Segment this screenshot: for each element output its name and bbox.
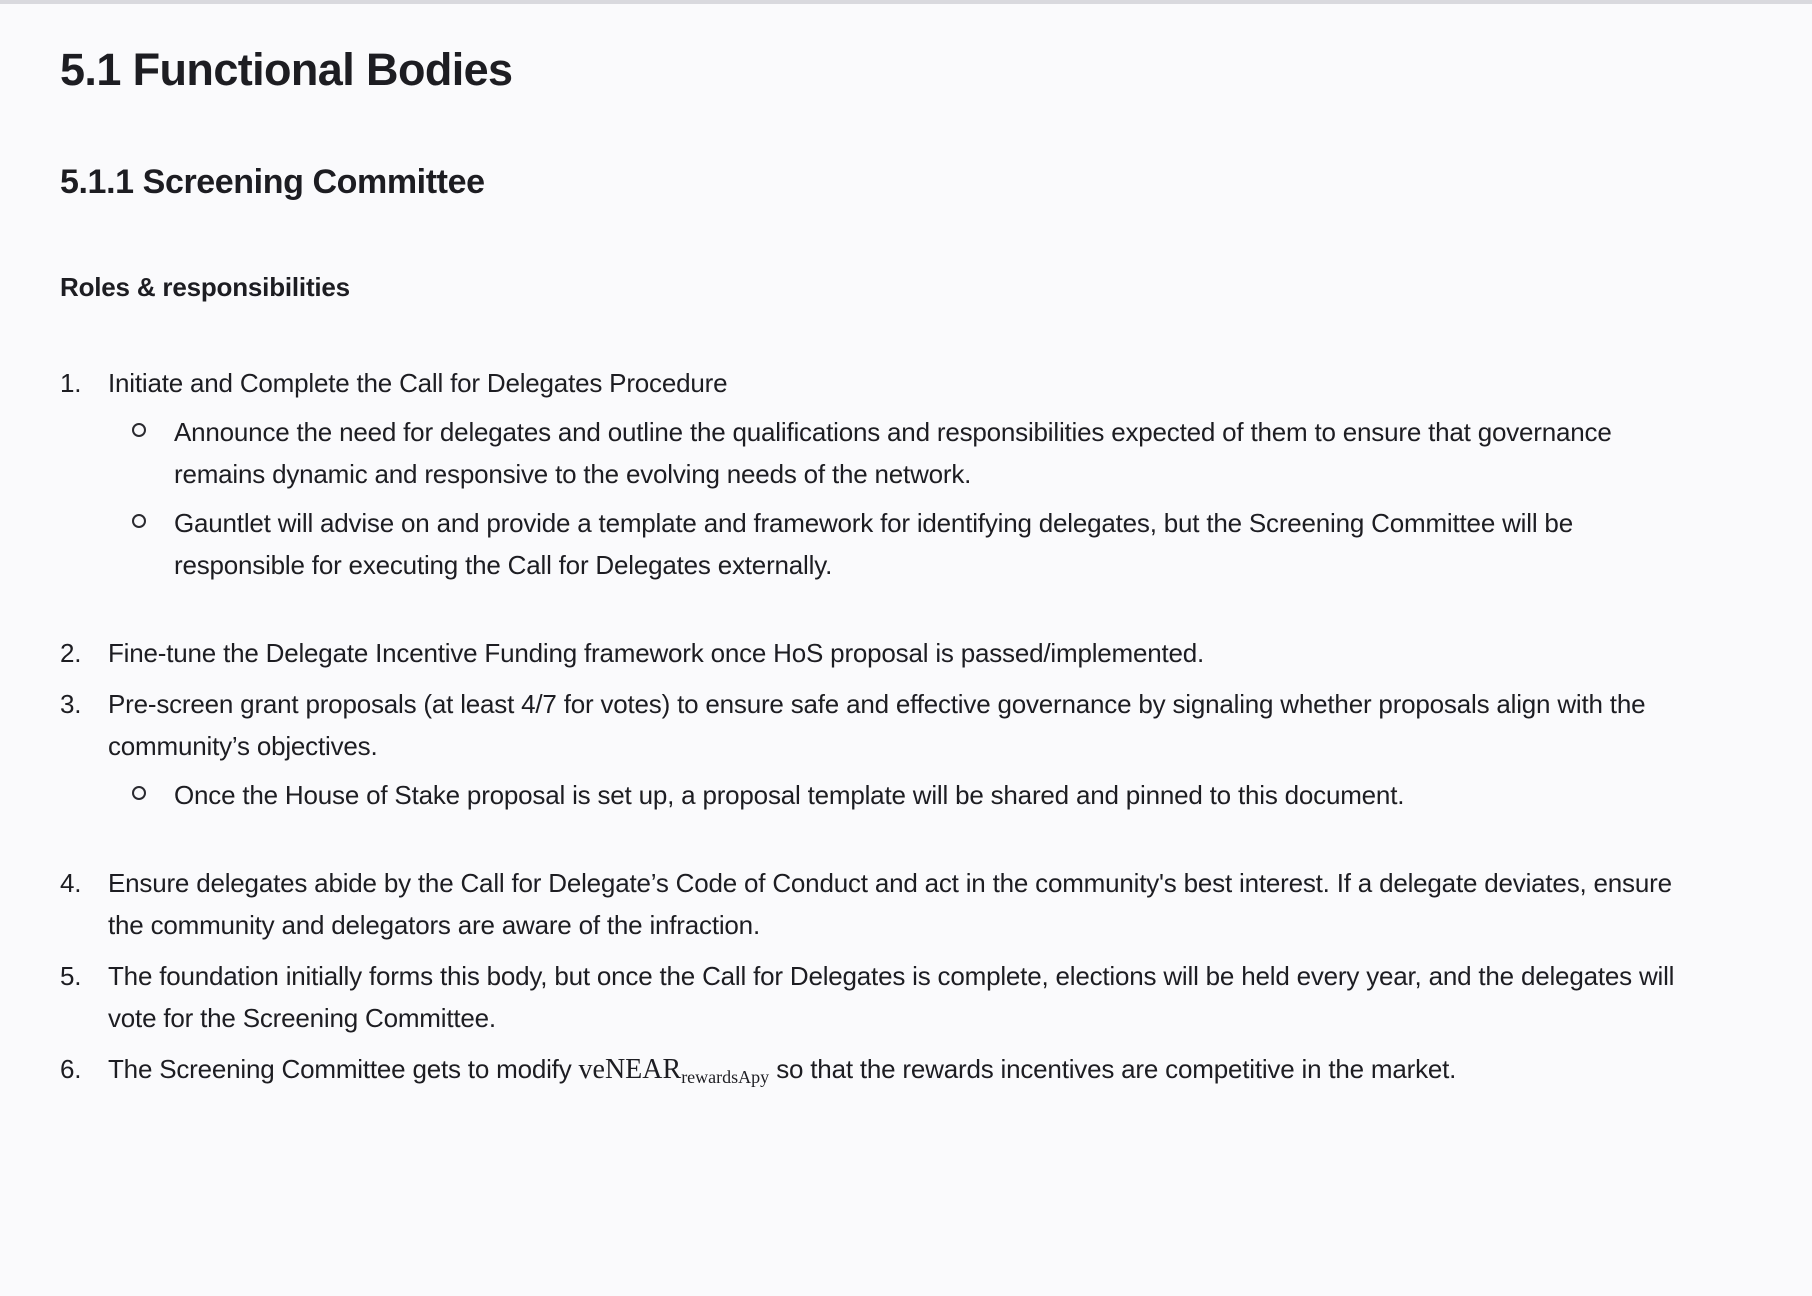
math-subscript: rewardsApy xyxy=(681,1067,770,1087)
subsection-heading: 5.1.1 Screening Committee xyxy=(60,163,485,201)
list-item-text: Initiate and Complete the Call for Delegates Procedure xyxy=(108,368,728,398)
math-base: veNEAR xyxy=(578,1054,682,1085)
list-item-content xyxy=(108,683,1700,853)
sub-bullet-list xyxy=(108,411,1700,586)
sub-list-item xyxy=(108,774,1700,816)
list-item-text: Pre-screen grant proposals (at least 4/7 for votes) to ensure safe and effective governance by signaling whether proposals align with the community’s objectives. xyxy=(108,689,1646,761)
list-item-3 xyxy=(60,683,1700,853)
list-item-text: The Screening Committee gets to modify xyxy=(108,1054,579,1084)
circle-bullet-icon xyxy=(132,514,146,528)
list-item-content xyxy=(108,862,1700,946)
sub-bullet-list xyxy=(108,774,1700,816)
sub-list-item xyxy=(108,502,1700,586)
list-item-text: so that the rewards incentives are competitive in the market. xyxy=(769,1054,1457,1084)
list-marker: 2. xyxy=(60,638,82,668)
sub-item-text: Gauntlet will advise on and provide a template and framework for identifying delegates, but the Screening Committee will be responsible for executing the Call for Delegates externally. xyxy=(174,508,1573,580)
roles-responsibilities-label: Roles & responsibilities xyxy=(60,272,350,302)
list-item-content xyxy=(108,632,1700,674)
math-inline-venear xyxy=(579,1054,770,1085)
window-top-edge xyxy=(0,0,1812,4)
sub-list-item xyxy=(108,411,1700,495)
list-marker: 3. xyxy=(60,689,82,719)
section-heading: 5.1 Functional Bodies xyxy=(60,44,513,95)
document-page xyxy=(0,42,1812,1151)
circle-bullet-icon xyxy=(132,423,146,437)
list-item-text: The foundation initially forms this body, but once the Call for Delegates is complete, elections will be held every year, and the delegates will vote for the Screening Committee. xyxy=(108,961,1675,1033)
list-item-text: Fine-tune the Delegate Incentive Funding framework once HoS proposal is passed/implemented. xyxy=(108,638,1205,668)
list-item-content xyxy=(108,955,1700,1039)
sub-item-text: Once the House of Stake proposal is set up, a proposal template will be shared and pinned to this document. xyxy=(174,780,1405,810)
list-marker: 4. xyxy=(60,868,82,898)
list-marker: 6. xyxy=(60,1054,82,1084)
list-marker: 5. xyxy=(60,961,82,991)
list-item-4 xyxy=(60,862,1700,946)
list-item-5 xyxy=(60,955,1700,1039)
sub-item-text: Announce the need for delegates and outline the qualifications and responsibilities expected of them to ensure that governance remains dynamic and responsive to the evolving needs of the network. xyxy=(174,417,1612,489)
ordered-list xyxy=(60,362,1700,1091)
list-item-content xyxy=(108,1048,1700,1091)
circle-bullet-icon xyxy=(132,786,146,800)
list-item-6 xyxy=(60,1048,1700,1091)
list-item-1 xyxy=(60,362,1700,623)
list-item-content xyxy=(108,362,1700,623)
list-item-text: Ensure delegates abide by the Call for Delegate’s Code of Conduct and act in the community's best interest. If a delegate deviates, ensure the community and delegators are aware of the infraction. xyxy=(108,868,1672,940)
list-marker: 1. xyxy=(60,368,82,398)
list-item-2 xyxy=(60,632,1700,674)
